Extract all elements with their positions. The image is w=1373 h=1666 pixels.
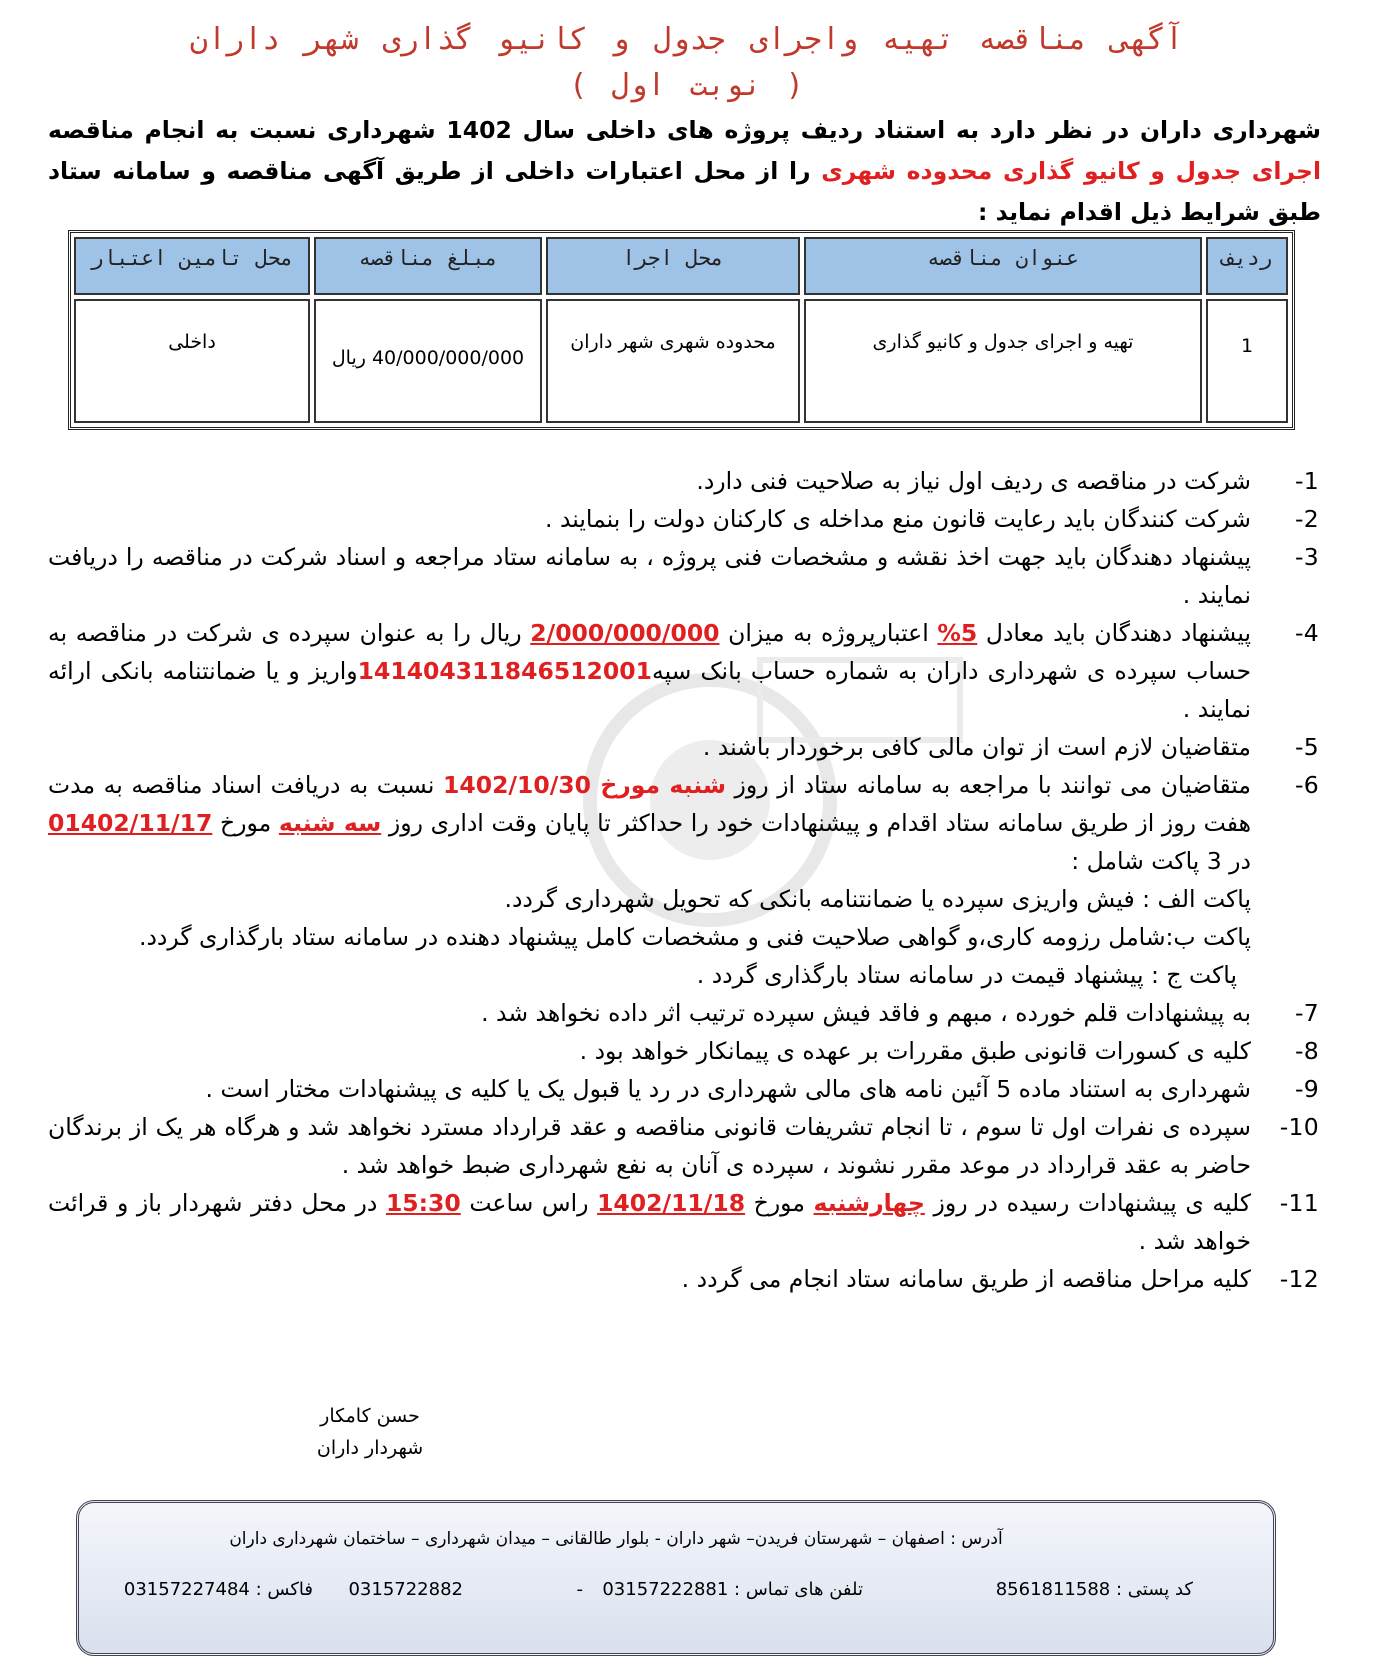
condition-6 xyxy=(48,766,1323,880)
notice-title: آگهی مناقصه تهیه واجرای جدول و کانیو گذاری شهر داران xyxy=(189,22,1184,57)
header-funding: محل تامین اعتبار xyxy=(74,237,310,295)
phone-separator: - xyxy=(576,1579,583,1600)
condition-text: شرکت در مناقصه ی ردیف اول نیاز به صلاحیت فنی دارد. xyxy=(696,467,1251,495)
row-tender-title: تهیه و اجرای جدول و کانیو گذاری xyxy=(804,299,1202,423)
condition-text: متقاضیان لازم است از توان مالی کافی برخوردار باشند . xyxy=(702,733,1251,761)
condition-number: -7 xyxy=(1294,999,1319,1027)
deposit-amount: 2/000/000/000 xyxy=(530,619,720,647)
condition-text: ریال را به عنوان سپرده ی شرکت در مناقصه به حساب سپرده ی شهرداری داران به شماره حساب بانک سپه xyxy=(48,619,1251,685)
mayor-title: شهردار داران xyxy=(316,1437,424,1459)
condition-text: کلیه مراحل مناقصه از طریق سامانه ستاد انجام می گردد . xyxy=(681,1265,1251,1293)
envelope-c: پاکت ج : پیشنهاد قیمت در سامانه ستاد بارگذاری گردد . xyxy=(696,961,1237,989)
signature-block xyxy=(270,1400,470,1464)
opening-day: چهارشنبه xyxy=(813,1189,925,1217)
header-location: محل اجرا xyxy=(546,237,800,295)
row-number: 1 xyxy=(1206,299,1288,423)
condition-text: در محل دفتر شهردار باز و قرائت خواهد شد . xyxy=(48,1189,1251,1255)
condition-2 xyxy=(48,500,1323,538)
intro-text-2: را از محل اعتبارات داخلی از طریق آگهی مناقصه و سامانه ستاد طبق شرایط ذیل اقدام نماید : xyxy=(48,157,1321,226)
phone-2: 0315722882 xyxy=(348,1579,463,1600)
condition-text: به پیشنهادات قلم خورده ، مبهم و فاقد فیش سپرده ترتیب اثر داده نخواهد شد . xyxy=(481,999,1251,1027)
opening-date: 1402/11/18 xyxy=(597,1189,746,1217)
deadline-day: سه شنبه xyxy=(278,809,382,837)
opening-time: 15:30 xyxy=(385,1189,461,1217)
condition-number: -10 xyxy=(1279,1113,1319,1141)
condition-9 xyxy=(48,1070,1323,1108)
row-location: محدوده شهری شهر داران xyxy=(546,299,800,423)
fax-number: فاکس : 03157227484 xyxy=(123,1579,313,1600)
envelope-a: پاکت الف : فیش واریزی سپرده یا ضمانتنامه بانکی که تحویل شهرداری گردد. xyxy=(504,885,1251,913)
row-amount: 40/000/000/000 ریال xyxy=(314,299,542,423)
condition-text: متقاضیان می توانند با مراجعه به سامانه ستاد از روز xyxy=(725,771,1251,799)
intro-paragraph xyxy=(48,110,1321,233)
start-date: شنبه مورخ 1402/10/30 xyxy=(443,771,726,799)
condition-number: -8 xyxy=(1294,1037,1319,1065)
condition-1 xyxy=(48,462,1323,500)
condition-number: -6 xyxy=(1294,771,1319,799)
condition-text: شهرداری به استناد ماده 5 آئین نامه های مالی شهرداری در رد یا قبول یک یا کلیه ی پیشنهادات مختار است . xyxy=(205,1075,1251,1103)
condition-10 xyxy=(48,1108,1323,1184)
envelope-b: پاکت ب:شامل رزومه کاری،و گواهی صلاحیت فنی و مشخصات کامل پیشنهاد دهنده در سامانه ستاد بارگذاری گردد. xyxy=(139,923,1251,951)
condition-text: نسبت به دریافت اسناد مناقصه به مدت هفت روز از طریق سامانه ستاد اقدام و پیشنهادات خود را حداکثر تا پایان وقت اداری روز xyxy=(48,771,1252,837)
condition-5 xyxy=(48,728,1323,766)
intro-highlight: اجرای جدول و کانیو گذاری محدوده شهری xyxy=(821,157,1321,185)
condition-12 xyxy=(48,1260,1323,1298)
contact-footer xyxy=(76,1500,1276,1656)
bank-account-number: 141404311846512001 xyxy=(357,657,652,685)
deposit-percent: 5% xyxy=(937,619,978,647)
mayor-name: حسن کامکار xyxy=(320,1405,420,1427)
condition-8 xyxy=(48,1032,1323,1070)
header-amount: مبلغ مناقصه xyxy=(314,237,542,295)
condition-number: -1 xyxy=(1294,467,1319,495)
condition-text: مورخ xyxy=(745,1189,814,1217)
intro-text-1: شهرداری داران در نظر دارد به استناد ردیف پروژه های داخلی سال 1402 شهرداری نسبت به انجام مناقصه xyxy=(48,116,1321,144)
condition-3 xyxy=(48,538,1323,614)
row-funding: داخلی xyxy=(74,299,310,423)
phone-numbers: تلفن های تماس : 03157222881 xyxy=(602,1579,863,1600)
header-row-number: ردیف xyxy=(1206,237,1288,295)
condition-text: در 3 پاکت شامل : xyxy=(1071,847,1251,875)
condition-text: پیشنهاد دهندگان باید جهت اخذ نقشه و مشخصات فنی پروژه ، به سامانه ستاد مراجعه و اسناد شرکت در مناقصه را دریافت نمایند . xyxy=(48,543,1251,609)
condition-number: -5 xyxy=(1294,733,1319,761)
condition-text: مورخ xyxy=(212,809,279,837)
condition-number: -12 xyxy=(1279,1265,1319,1293)
condition-text: راس ساعت xyxy=(460,1189,598,1217)
condition-text: کلیه ی پیشنهادات رسیده در روز xyxy=(924,1189,1252,1217)
condition-text: سپرده ی نفرات اول تا سوم ، تا انجام تشریفات قانونی مناقصه و عقد قرارداد مسترد نخواهد شد و هرگاه هر یک از برندگان حاضر به عقد قرارداد در موعد مقرر نشوند ، سپرده ی آنان به نفع شهرداری ضبط خواهد شد . xyxy=(48,1113,1251,1179)
tender-table xyxy=(68,230,1295,430)
condition-text: شرکت کنندگان باید رعایت قانون منع مداخله ی کارکنان دولت را بنمایند . xyxy=(545,505,1251,533)
condition-number: -2 xyxy=(1294,505,1319,533)
notice-round: ( نوبت اول ) xyxy=(569,68,804,103)
condition-number: -9 xyxy=(1294,1075,1319,1103)
condition-7 xyxy=(48,994,1323,1032)
condition-text: پیشنهاد دهندگان باید معادل xyxy=(977,619,1251,647)
condition-number: -4 xyxy=(1294,619,1319,647)
condition-text: اعتبارپروژه به میزان xyxy=(719,619,938,647)
condition-4 xyxy=(48,614,1323,728)
condition-text: واریز و یا ضمانتنامه بانکی ارائه نمایند . xyxy=(48,657,1251,723)
condition-11 xyxy=(48,1184,1323,1260)
condition-number: -3 xyxy=(1294,543,1319,571)
header-tender-title: عنوان مناقصه xyxy=(804,237,1202,295)
postal-code: کد پستی : 8561811588 xyxy=(995,1579,1193,1600)
condition-text: کلیه ی کسورات قانونی طبق مقررات بر عهده ی پیمانکار خواهد بود . xyxy=(579,1037,1251,1065)
footer-address: آدرس : اصفهان – شهرستان فریدن– شهر داران - بلوار طالقانی – میدان شهرداری – ساختمان شهرداری داران xyxy=(229,1529,1003,1549)
conditions-list xyxy=(48,462,1323,1298)
deadline-date: 01402/11/17 xyxy=(48,809,213,837)
condition-number: -11 xyxy=(1279,1189,1319,1217)
